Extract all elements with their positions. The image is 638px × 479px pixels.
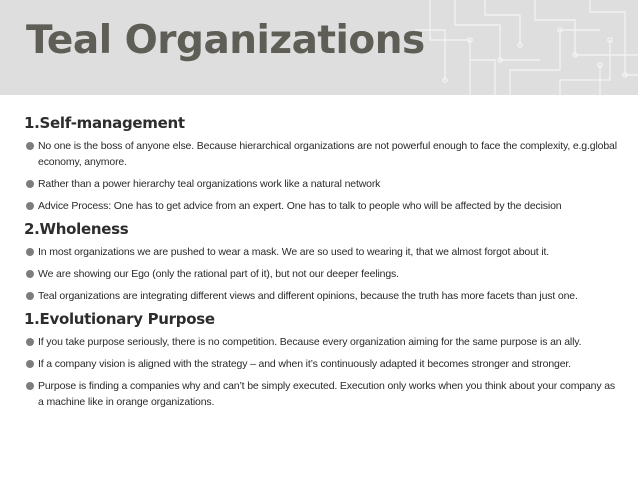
bullet-dot-icon [26,270,34,278]
bullet-item [24,288,620,304]
section-wholeness [24,220,620,304]
section-heading: 2.Wholeness [24,220,129,238]
page-title: Teal Organizations [26,18,425,63]
bullet-dot-icon [26,248,34,256]
section-evolutionary-purpose [24,310,620,410]
bullet-dot-icon [26,360,34,368]
bullet-item [24,378,620,410]
section-heading: 1.Self-management [24,114,185,132]
bullet-text: Rather than a power hierarchy teal organizations work like a natural network [38,178,381,190]
bullet-text: We are showing our Ego (only the rational part of it), but not our deeper feelings. [38,268,399,280]
bullet-text: No one is the boss of anyone else. Because hierarchical organizations are not powerful enough to face the complexity, e.g.global economy, anymore. [38,140,617,168]
bullet-text: In most organizations we are pushed to wear a mask. We are so used to wearing it, that we almost forgot about it. [38,246,550,258]
slide-content [24,114,620,416]
bullet-item [24,176,620,192]
section-self-management [24,114,620,214]
bullet-item [24,266,620,282]
bullet-item [24,138,620,170]
bullet-item [24,356,620,372]
bullet-text: Purpose is finding a companies why and can’t be simply executed. Execution only works when you think about your company as a machine like in orange organizations. [38,380,616,408]
bullet-dot-icon [26,142,34,150]
title-banner [0,0,638,95]
bullet-dot-icon [26,338,34,346]
bullet-text: If a company vision is aligned with the strategy – and when it’s continuously adapted it becomes stronger and stronger. [38,358,571,370]
bullet-dot-icon [26,292,34,300]
bullet-dot-icon [26,202,34,210]
bullet-item [24,244,620,260]
bullet-item [24,334,620,350]
bullet-item [24,198,620,214]
bullet-text: If you take purpose seriously, there is no competition. Because every organization aiming for the same purpose is an ally. [38,336,582,348]
bullet-dot-icon [26,382,34,390]
section-heading: 1.Evolutionary Purpose [24,310,215,328]
bullet-text: Teal organizations are integrating different views and different opinions, because the truth has more facets than just one. [38,290,578,302]
bullet-dot-icon [26,180,34,188]
bullet-text: Advice Process: One has to get advice from an expert. One has to talk to people who will be affected by the decision [38,200,562,212]
